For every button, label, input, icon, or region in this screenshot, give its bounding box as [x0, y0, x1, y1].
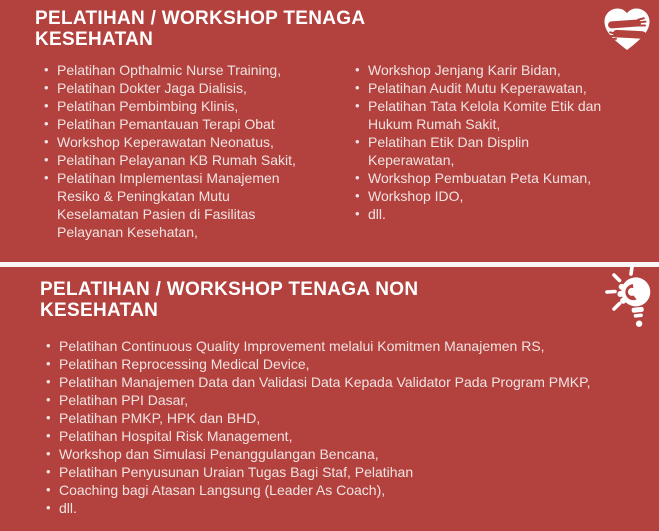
list-item: • Pelatihan Pelayanan KB Rumah Sakit, [44, 151, 305, 169]
list-item: • Pelatihan Etik Dan Displin Keperawatan, [355, 133, 616, 169]
list-item: • Pelatihan PPI Dasar, [46, 391, 650, 409]
list-item: • Coaching bagi Atasan Langsung (Leader As Coach), [46, 481, 650, 499]
title-line: KESEHATAN [40, 299, 159, 321]
list-item: • Pelatihan Continuous Quality Improvement melalui Komitmen Manajemen RS, [46, 337, 650, 355]
list-item: • Workshop dan Simulasi Penanggulangan Bencana, [46, 445, 650, 463]
idea-lightbulb-icon [605, 264, 657, 330]
list-item: • Pelatihan Manajemen Data dan Validasi Data Kepada Validator Pada Program PMKP, [46, 373, 650, 391]
title-line: PELATIHAN / WORKSHOP TENAGA NON [40, 279, 419, 300]
section-kesehatan-lists [44, 61, 616, 241]
non-kesehatan-list [46, 337, 650, 517]
kesehatan-list-left [44, 61, 305, 241]
list-item: • dll. [46, 499, 650, 517]
list-item: • Pelatihan Pemantauan Terapi Obat [44, 115, 305, 133]
list-item: • Pelatihan Tata Kelola Komite Etik dan Hukum Rumah Sakit, [355, 97, 616, 133]
list-item: • dll. [355, 205, 616, 223]
section-divider [0, 262, 659, 267]
list-item: • Pelatihan Audit Mutu Keperawatan, [355, 79, 616, 97]
list-item: • Pelatihan Penyusunan Uraian Tugas Bagi Staf, Pelatihan [46, 463, 650, 481]
list-item: • Pelatihan Dokter Jaga Dialisis, [44, 79, 305, 97]
section-non-kesehatan-title [40, 280, 418, 321]
list-item: • Pelatihan Opthalmic Nurse Training, [44, 61, 305, 79]
list-item: • Workshop Jenjang Karir Bidan, [355, 61, 616, 79]
list-item: • Pelatihan Implementasi Manajemen Resiko & Peningkatan Mutu Keselamatan Pasien di Fasilitas Pelayanan Kesehatan, [44, 169, 305, 241]
heart-hands-icon [601, 5, 653, 53]
list-item: • Pelatihan Reprocessing Medical Device, [46, 355, 650, 373]
kesehatan-list-right [355, 61, 616, 241]
title-line: PELATIHAN / WORKSHOP TENAGA [35, 8, 366, 29]
list-item: • Pelatihan Hospital Risk Management, [46, 427, 650, 445]
list-item: • Workshop Keperawatan Neonatus, [44, 133, 305, 151]
list-item: • Pelatihan PMKP, HPK dan BHD, [46, 409, 650, 427]
list-item: • Workshop Pembuatan Peta Kuman, [355, 169, 616, 187]
list-item: • Workshop IDO, [355, 187, 616, 205]
title-line: KESEHATAN [35, 28, 154, 50]
section-kesehatan-title [35, 9, 365, 50]
list-item: • Pelatihan Pembimbing Klinis, [44, 97, 305, 115]
